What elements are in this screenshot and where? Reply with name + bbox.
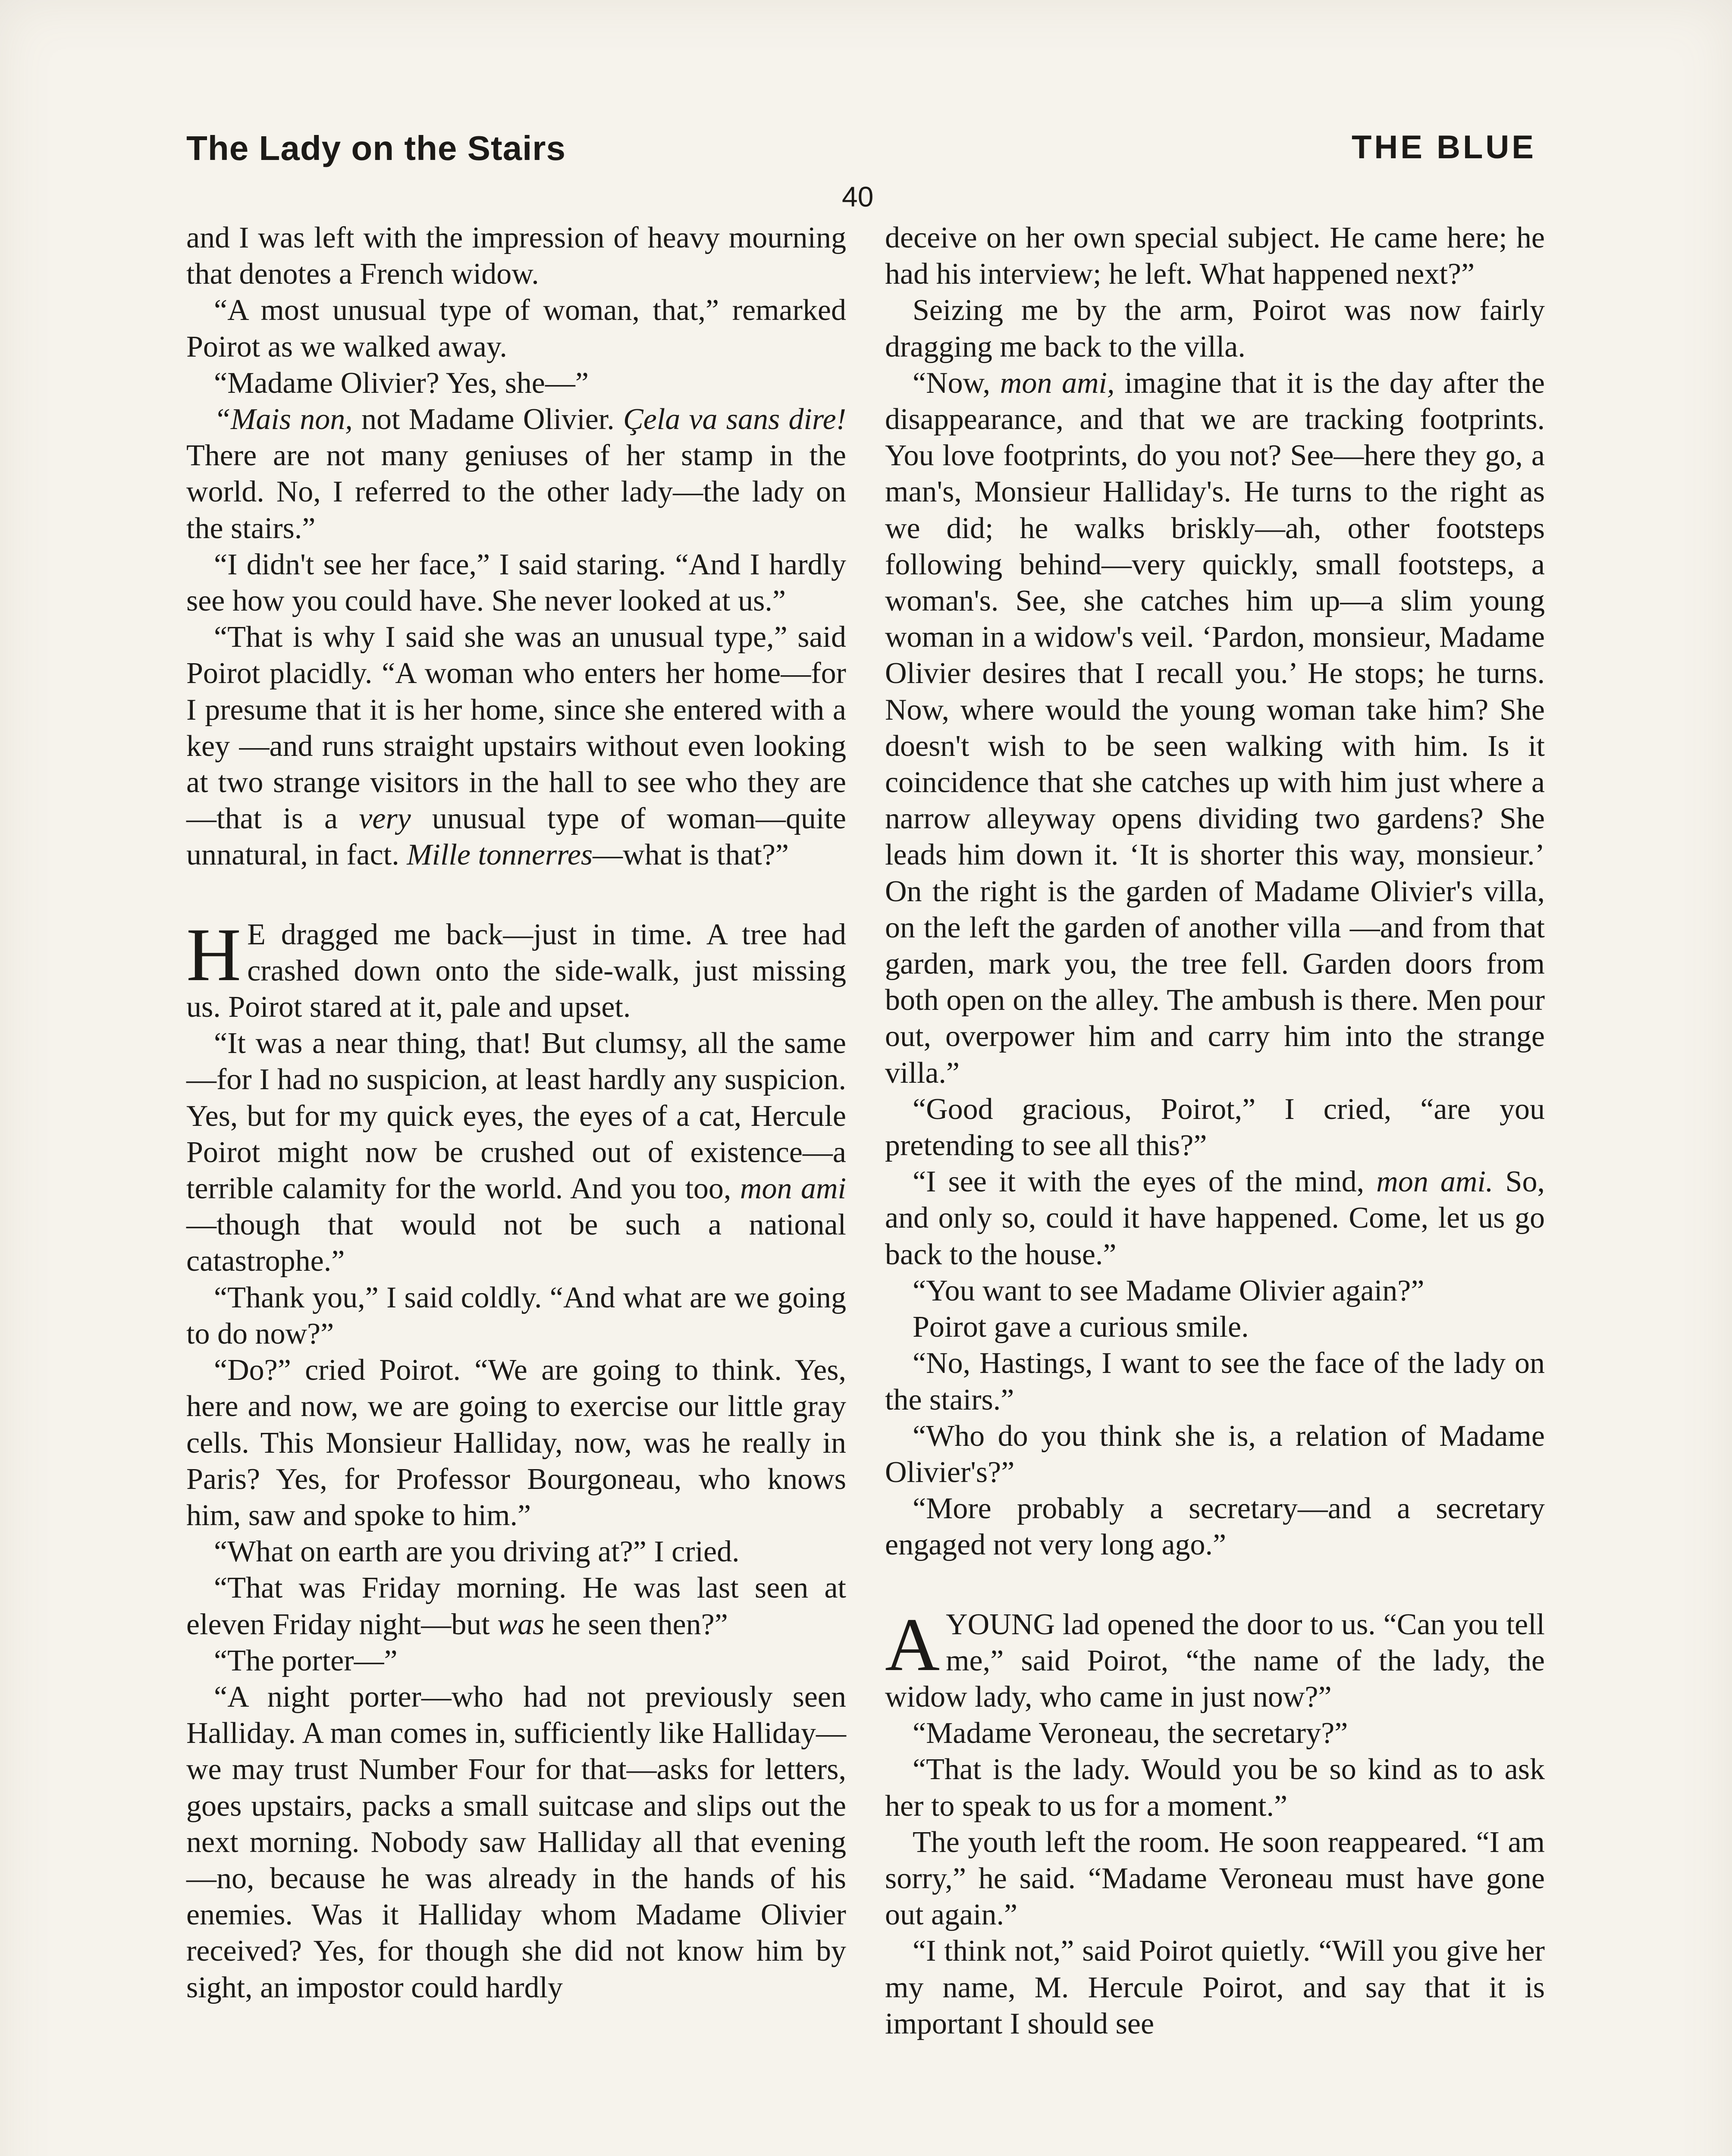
paragraph: “Do?” cried Poirot. “We are going to think. Yes, here and now, we are going to exercise our little gray cells. This Monsieur Halliday, now, was he really in Paris? Yes, for Professor Bourgoneau, who knows him, saw and spoke to him.” (186, 1354, 846, 1532)
drop-cap: A (885, 1602, 940, 1687)
paragraph: “The porter—” (214, 1644, 398, 1677)
drop-cap: H (186, 912, 242, 997)
paragraph: “What on earth are you driving at?” I cried. (214, 1535, 740, 1569)
paragraph: “I think not,” said Poirot quietly. “Will you give her my name, M. Hercule Poirot, and say that it is important I should see (885, 1934, 1545, 2040)
paragraph: The youth left the room. He soon reappeared. “I am sorry,” he said. “Madame Veroneau must have gone out again.” (885, 1825, 1545, 1932)
paragraph: and I was left with the impression of heavy mourning that denotes a French widow. (186, 221, 846, 291)
section-opening-paragraph: AYOUNG lad opened the door to us. “Can you tell me,” said Poirot, “the name of the lady, the widow lady, who came in just now?” (885, 1602, 1545, 1714)
paragraph: “Madame Olivier? Yes, she—” (214, 366, 589, 400)
paragraph: “Good gracious, Poirot,” I cried, “are you pretending to see all this?” (885, 1092, 1545, 1163)
paragraph: “That was Friday morning. He was last seen at eleven Friday night—but was he seen then?” (186, 1571, 846, 1641)
paragraph: “Mais non, not Madame Olivier. Çela va sans dire! There are not many geniuses of her stamp in the world. No, I referred to the other lady—the lady on the stairs.” (186, 403, 847, 545)
paragraph: “No, Hastings, I want to see the face of the lady on the stairs.” (885, 1347, 1545, 1416)
right-text-column (885, 220, 1545, 2042)
paragraph: Seizing me by the arm, Poirot was now fairly dragging me back to the villa. (885, 294, 1545, 364)
paragraph: “Madame Veroneau, the secretary?” (913, 1717, 1348, 1750)
paragraph: Poirot gave a curious smile. (913, 1310, 1249, 1344)
section-opening-paragraph: H E dragged me back—just in time. A tree had crashed down onto the side-walk, just missing us. Poirot stared at it, pale and upset. (186, 912, 846, 1024)
story-title: The Lady on the Stairs (186, 129, 566, 167)
paragraph: “Thank you,” I said coldly. “And what are we going to do now?” (186, 1281, 846, 1351)
paragraph: “I didn't see her face,” I said staring. “And I hardly see how you could have. She never looked at us.” (186, 548, 846, 618)
paragraph: “That is why I said she was an unusual type,” said Poirot placidly. “A woman who enters her home—for I presume that it is her home, since she entered with a key —and runs straight upstairs without even looking at two strange visitors in the hall to see who they are—that is a very unusual type of woman—quite unnatural, in fact. Mille tonnerres—what is that?” (186, 620, 846, 872)
paragraph: deceive on her own special subject. He came here; he had his interview; he left. What happened next?” (885, 221, 1545, 291)
magazine-name: THE BLUE (1352, 129, 1536, 166)
paragraph: “More probably a secretary—and a secretary engaged not very long ago.” (885, 1492, 1545, 1562)
paragraph: “It was a near thing, that! But clumsy, all the same—for I had no suspicion, at least hardly any suspicion. Yes, but for my quick eyes, the eyes of a cat, Hercule Poirot might now be crushed out of existence—a terrible calamity for the world. And you too, mon ami—though that would not be such a national catastrophe.” (186, 1027, 846, 1278)
left-text-column (186, 220, 846, 2006)
paragraph: “A most unusual type of woman, that,” remarked Poirot as we walked away. (186, 294, 846, 364)
paragraph: “Who do you think she is, a relation of Madame Olivier's?” (885, 1419, 1545, 1489)
paragraph: “You want to see Madame Olivier again?” (913, 1274, 1425, 1307)
paragraph: “I see it with the eyes of the mind, mon ami. So, and only so, could it have happened. Come, let us go back to the house.” (885, 1165, 1545, 1271)
paragraph: “A night porter—who had not previously seen Halliday. A man comes in, sufficiently like Halliday—we may trust Number Four for that—asks for letters, goes upstairs, packs a small suitcase and slips out the next morning. Nobody saw Halliday all that evening—no, because he was already in the hands of his enemies. Was it Halliday whom Madame Olivier received? Yes, for though she did not know him by sight, an impostor could hardly (186, 1680, 846, 2004)
page-number: 40 (842, 181, 874, 213)
paragraph: “Now, mon ami, imagine that it is the day after the disappearance, and that we are tracking footprints. You love footprints, do you not? See—here they go, a man's, Monsieur Halliday's. He turns to the right as we did; he walks briskly—ah, other footsteps following behind—very quickly, small footsteps, a woman's. See, she catches him up—a slim young woman in a widow's veil. ‘Pardon, monsieur, Madame Olivier desires that I recall you.’ He stops; he turns. Now, where would the young woman take him? She doesn't wish to be seen walking with him. Is it coincidence that she catches up with him just where a narrow alleyway opens dividing two gardens? She leads him down it. ‘It is shorter this way, monsieur.’ On the right is the garden of Madame Olivier's villa, on the left the garden of another villa —and from that garden, mark you, the tree fell. Garden doors from both open on the alley. The ambush is there. Men pour out, overpower him and carry him into the strange villa.” (885, 366, 1545, 1090)
paragraph: “That is the lady. Would you be so kind as to ask her to speak to us for a moment.” (885, 1753, 1545, 1823)
